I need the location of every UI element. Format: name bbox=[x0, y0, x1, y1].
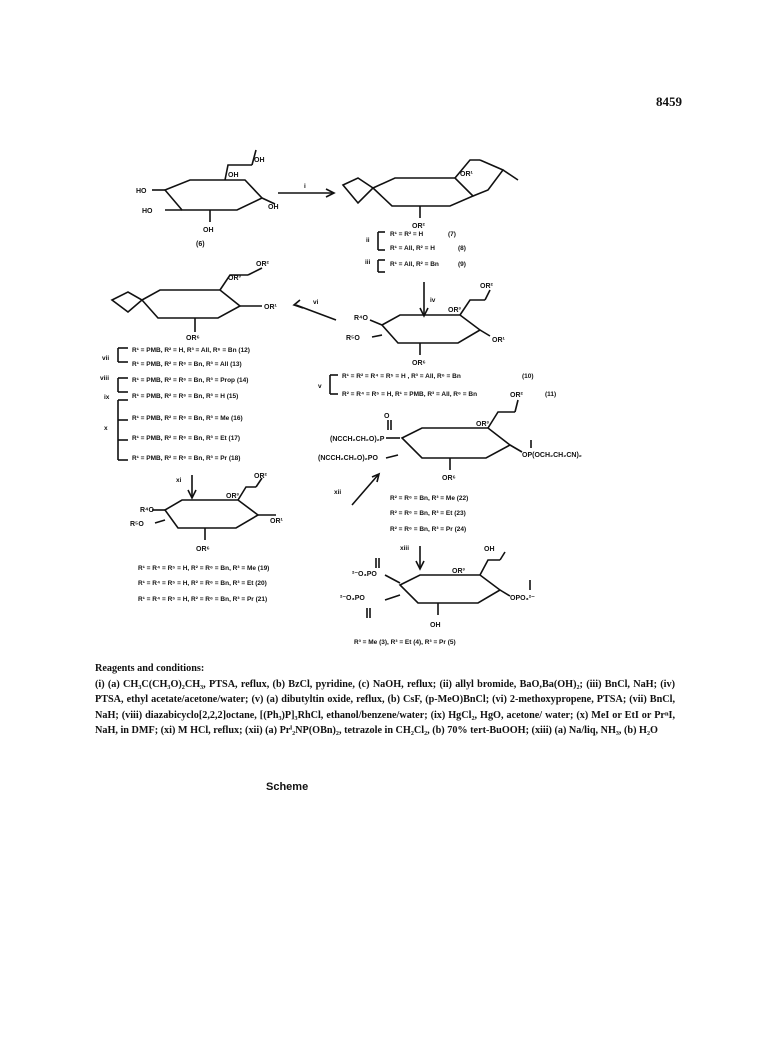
arrow-xii-label: xii bbox=[334, 489, 342, 496]
c12-row-4: R¹ = PMB, R² = R⁶ = Bn, R³ = Me (16) bbox=[132, 415, 243, 422]
c10-id-1: (11) bbox=[545, 391, 557, 398]
arrow-vi-label: vi bbox=[313, 299, 319, 306]
c22-row-1: R² = R⁶ = Bn, R³ = Et (23) bbox=[390, 510, 466, 517]
c6-ho-left: HO bbox=[136, 188, 147, 195]
c19-or3: OR³ bbox=[226, 493, 239, 500]
arrow-iv-label: iv bbox=[430, 297, 436, 304]
c7-id-2: (9) bbox=[458, 261, 466, 268]
page-number: 8459 bbox=[656, 94, 682, 109]
c3-or3: OR³ bbox=[452, 568, 465, 575]
c3-oh-bottom: OH bbox=[430, 622, 441, 629]
c10-r5o: R⁵O bbox=[346, 335, 360, 342]
c10-or1: OR¹ bbox=[492, 337, 505, 344]
c6-oh-top-right: OH bbox=[254, 157, 265, 164]
c12-step-3: ix bbox=[104, 394, 110, 401]
arrow-i-label: i bbox=[304, 183, 306, 190]
c10-row-0: R¹ = R² = R⁴ = R⁵ = H , R³ = All, R⁶ = Bn bbox=[342, 373, 461, 380]
c7-step-2: iii bbox=[365, 259, 371, 266]
c7-row-1: R¹ = All, R² = H bbox=[390, 245, 435, 252]
c10-or6: OR⁶ bbox=[412, 360, 426, 367]
c3-footer: R³ = Me (3), R³ = Et (4), R³ = Pr (5) bbox=[354, 639, 456, 646]
c22-or2: OR² bbox=[510, 392, 523, 399]
c10-row-1: R² = R⁴ = R⁵ = H, R¹ = PMB, R³ = All, R⁶ = Bn bbox=[342, 391, 478, 398]
c19-r4o: R⁴O bbox=[140, 507, 154, 514]
c19-row-0: R¹ = R⁴ = R⁵ = H, R² = R⁶ = Bn, R³ = Me (19) bbox=[138, 565, 270, 572]
c3-right: OPO₃²⁻ bbox=[510, 595, 535, 602]
c19-r5o: R⁵O bbox=[130, 521, 144, 528]
c7-or2: OR² bbox=[412, 223, 425, 230]
c19-row-1: R¹ = R⁴ = R⁵ = H, R² = R⁶ = Bn, R³ = Et (20) bbox=[138, 580, 267, 587]
c22-o-top: O bbox=[384, 413, 390, 420]
c7-row-0: R¹ = R² = H bbox=[390, 231, 424, 238]
c6-ho-left2: HO bbox=[142, 208, 153, 215]
c10-or2: OR² bbox=[480, 283, 493, 290]
c6-oh-top-left: OH bbox=[228, 172, 239, 179]
c22-or6: OR⁶ bbox=[442, 475, 456, 482]
c22-row-0: R² = R⁶ = Bn, R³ = Me (22) bbox=[390, 495, 469, 502]
c10-id-0: (10) bbox=[522, 373, 534, 380]
reagents-paragraph bbox=[95, 661, 675, 739]
reagents-body: (i) (a) CH₃C(CH₃O)₂CH₃, PTSA, reflux, (b) BzCl, pyridine, (c) NaOH, reflux; (ii) allyl bromide, BaO,Ba(OH)₂; (iii) BnCl, NaH; (iv) PTSA, ethyl acetate/acetone/water; (v) (a) dibutyltin oxide, reflux, (b) CsF, (p-MeO)BnCl; (vi) 2-methoxypropene, PTSA; (vii) BnCl, NaH; (viii) diazabicyclo[2,2,2]octane, [(Ph₃)P]₃RhCl, ethanol/benzene/water; (ix) HgCl₂, HgO, acetone/ water; (x) MeI or EtI or PrⁿI, NaH, in DMF; (xi) M HCl, reflux; (xii) (a) Prⁱ₂NP(OBn)₂, tetrazole in CH₂Cl₂, (b) 70% tert-BuOOH; (xiii) (a) Na/liq, NH₃, (b) H₂O bbox=[95, 678, 675, 737]
c12-row-0: R¹ = PMB, R² = H, R³ = All, R⁶ = Bn (12) bbox=[132, 347, 250, 354]
c12-step-2: viii bbox=[100, 375, 110, 382]
c10-step-0: v bbox=[318, 383, 322, 390]
arrow-xiii-label: xiii bbox=[400, 545, 410, 552]
c3-left1: ²⁻O₃PO bbox=[352, 571, 377, 578]
c22-or3: OR³ bbox=[476, 421, 489, 428]
c12-or6: OR⁶ bbox=[186, 335, 200, 342]
c22-left1: (NCCH₂CH₂O)₂P bbox=[330, 436, 385, 443]
c10-or3: OR³ bbox=[448, 307, 461, 314]
c19-or2: OR² bbox=[254, 473, 267, 480]
c7-id-1: (8) bbox=[458, 245, 466, 252]
c3-left2: ²⁻O₃PO bbox=[340, 595, 365, 602]
c3-oh-top: OH bbox=[484, 546, 495, 553]
c12-row-1: R¹ = PMB, R² = R⁶ = Bn, R³ = All (13) bbox=[132, 361, 242, 368]
c19-row-2: R¹ = R⁴ = R⁵ = H, R² = R⁶ = Bn, R³ = Pr (21) bbox=[138, 596, 268, 603]
c6-id: (6) bbox=[196, 241, 205, 248]
c7-or1: OR¹ bbox=[460, 171, 473, 178]
scheme-title: Scheme bbox=[266, 781, 309, 793]
c22-left2: (NCCH₂CH₂O)₂PO bbox=[318, 455, 378, 462]
c7-id-0: (7) bbox=[448, 231, 456, 238]
c12-step-5: x bbox=[104, 425, 108, 432]
c6-oh-bottom: OH bbox=[203, 227, 214, 234]
c12-row-2: R¹ = PMB, R² = R⁶ = Bn, R³ = Prop (14) bbox=[132, 377, 249, 384]
c12-row-3: R¹ = PMB, R² = R⁶ = Bn, R³ = H (15) bbox=[132, 393, 239, 400]
reagents-heading: Reagents and conditions: bbox=[95, 663, 205, 674]
c19-or1: OR¹ bbox=[270, 518, 283, 525]
c12-or3: OR³ bbox=[228, 275, 241, 282]
c10-r4o: R⁴O bbox=[354, 315, 368, 322]
c12-row-5: R¹ = PMB, R² = R⁶ = Bn, R³ = Et (17) bbox=[132, 435, 241, 442]
c7-row-2: R¹ = All, R² = Bn bbox=[390, 261, 439, 268]
c7-step-0: ii bbox=[366, 237, 370, 244]
c12-row-6: R¹ = PMB, R² = R⁶ = Bn, R³ = Pr (18) bbox=[132, 455, 241, 462]
c6-oh-right: OH bbox=[268, 204, 279, 211]
c12-or2: OR² bbox=[256, 261, 269, 268]
c12-step-0: vii bbox=[102, 355, 110, 362]
c22-row-2: R² = R⁶ = Bn, R³ = Pr (24) bbox=[390, 526, 467, 533]
c19-or6: OR⁶ bbox=[196, 546, 210, 553]
c12-or1: OR¹ bbox=[264, 304, 277, 311]
c22-right: OP(OCH₂CH₂CN)₂ bbox=[522, 452, 582, 459]
arrow-xi-label: xi bbox=[176, 477, 182, 484]
